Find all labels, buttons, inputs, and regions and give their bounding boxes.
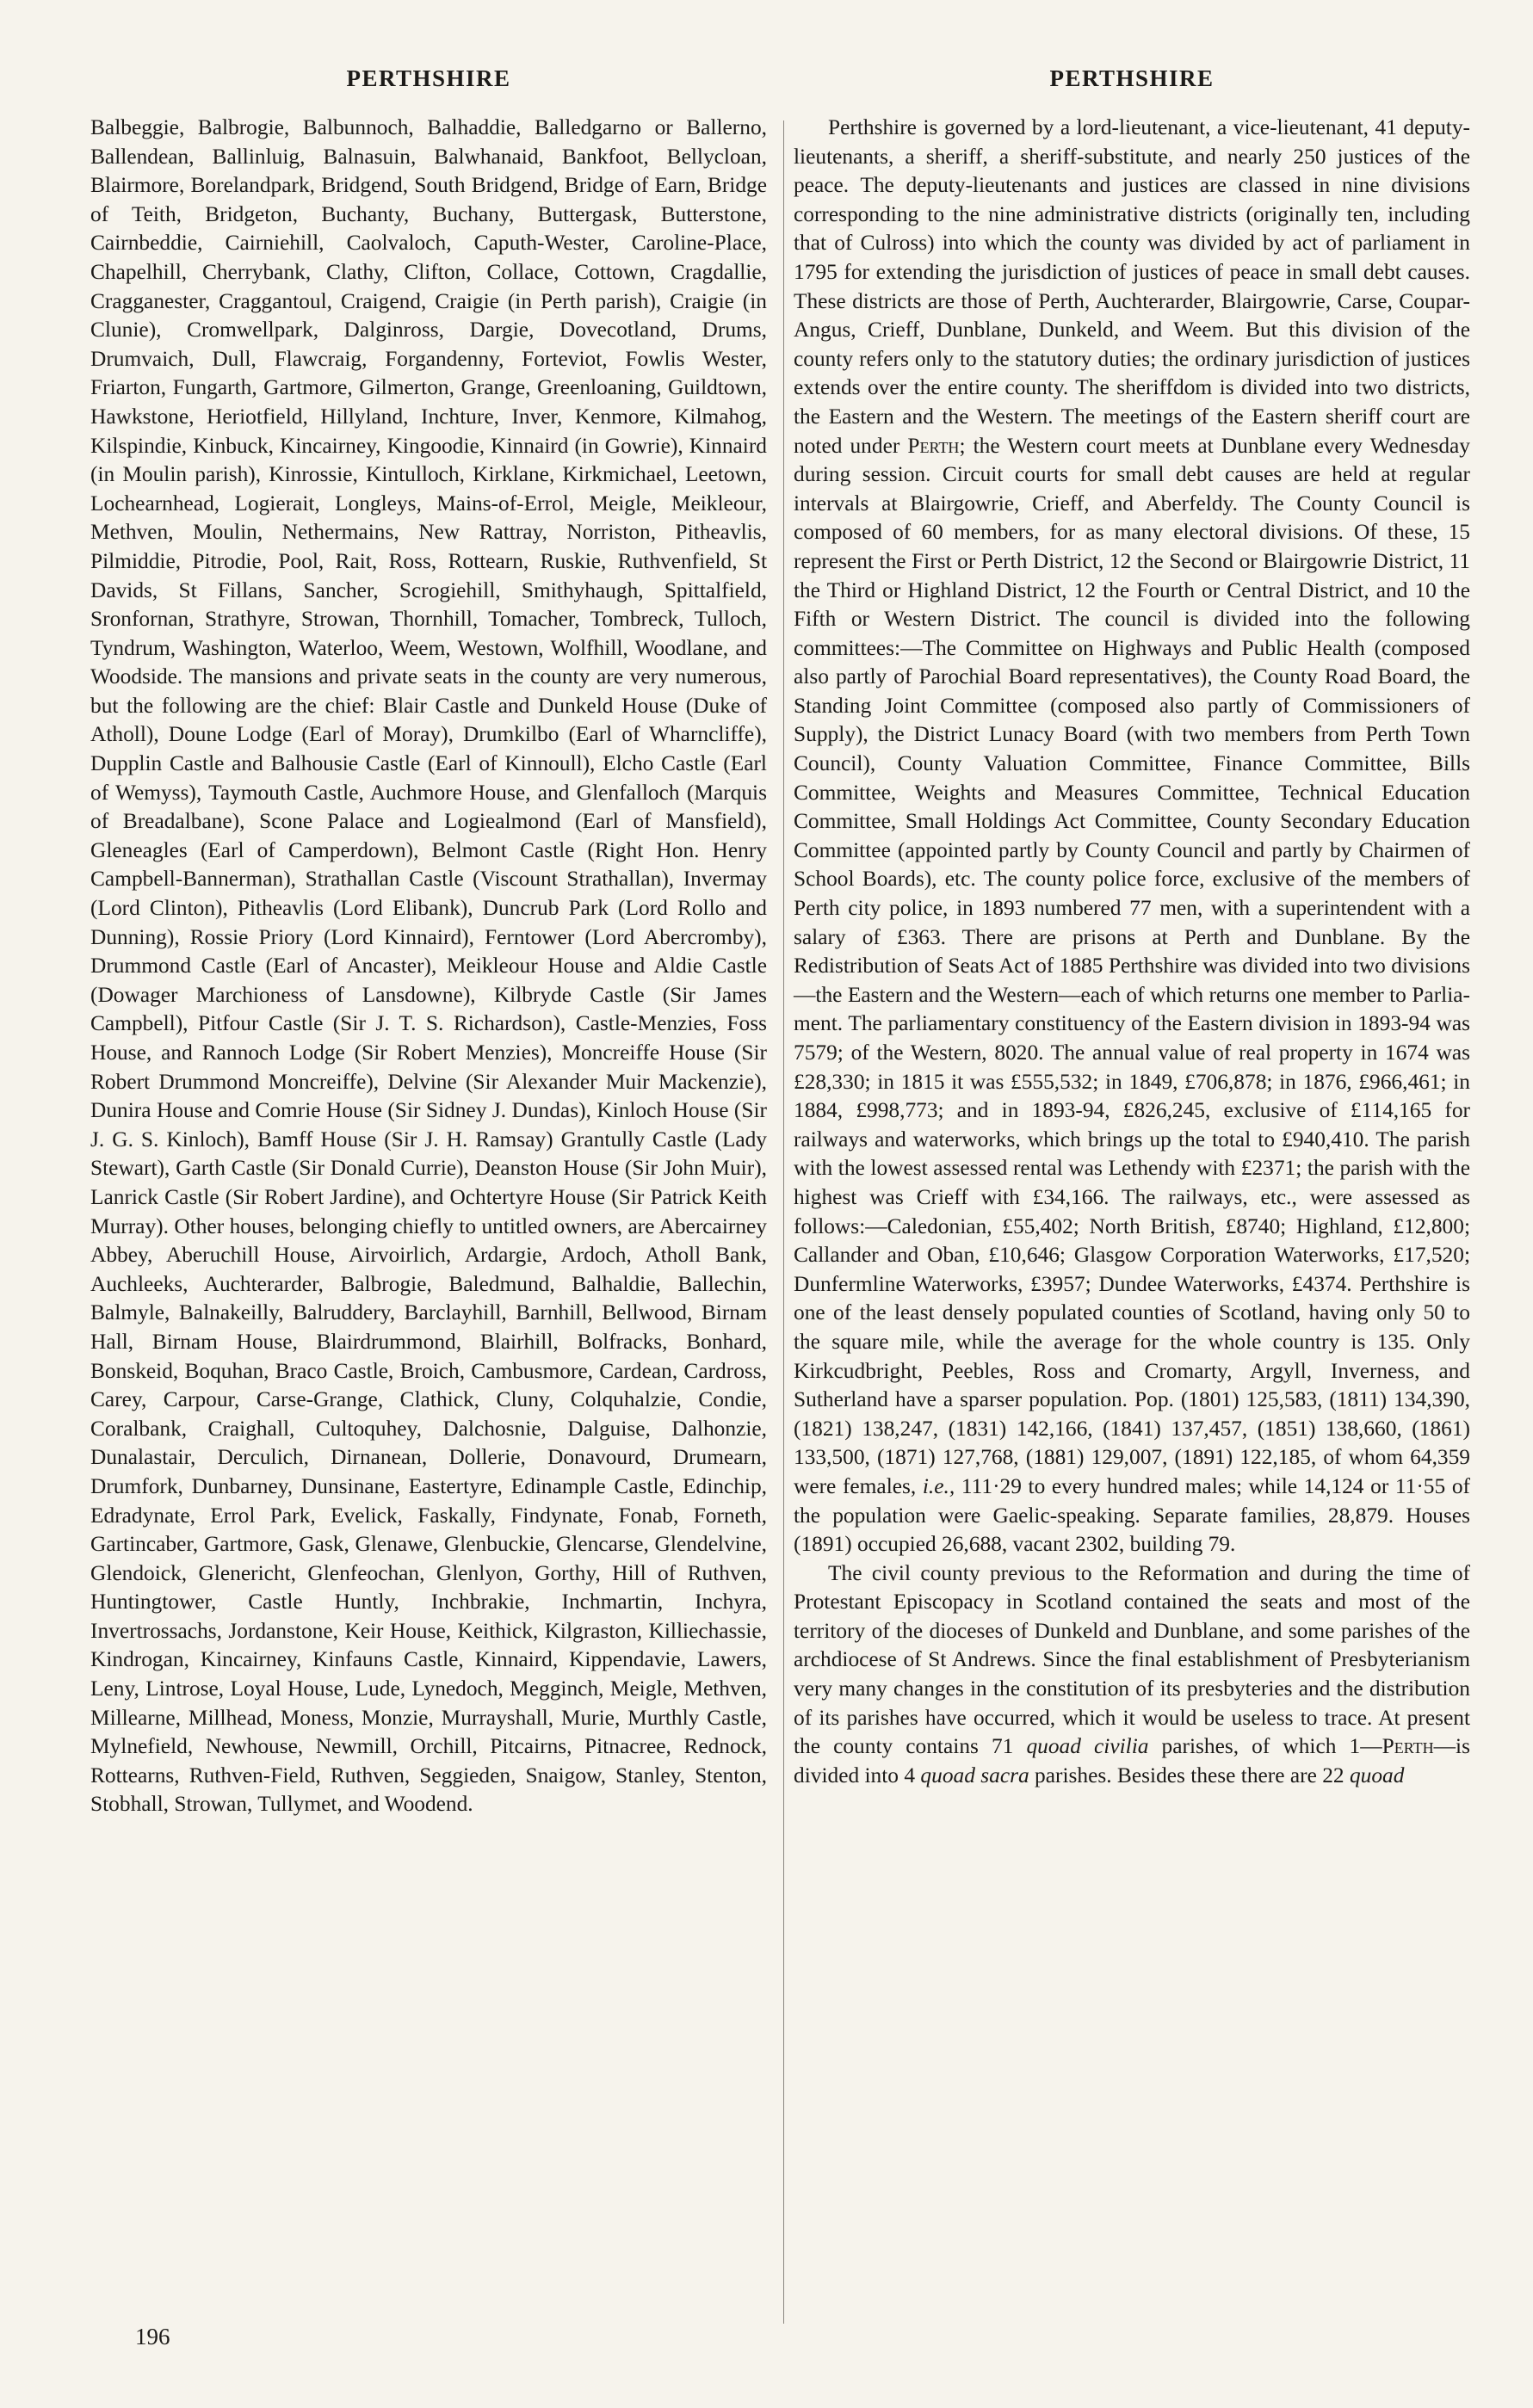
right-paragraph-1 [794,114,1470,1559]
right-p2c-text: —is divided into 4 [794,1734,1470,1787]
right-running-head: PERTHSHIRE [1049,65,1215,91]
perth-small-caps: Perth [907,433,960,458]
left-running-head: PERTHSHIRE [346,65,511,91]
right-p1c-text: 111·29 to every hundred males; while 14,124 or 11·55 of the population were Gaelic-speaking. Separate families, 28,879. Houses (1891) occupied 26,688, vacant 2302, building 79. [794,1473,1470,1557]
right-p1-text: Perthshire is governed by a lord-lieutenant, a vice-lieutenant, 41 deputy-lieutenants, a sheriff, a sheriff-substitute, and nearly 250 justices of the peace. The deputy-lieutenants and justices are classed in nine divisions corresponding to the nine administrative districts (originally ten, including that of Culross) into which the county was divided by act of parliament in 1795 for extending the jurisdiction of justices of peace in small debt causes. These districts are those of Perth, Auchterarder, Blairgowrie, Carse, Coupar-Angus, Crieff, Dunblane, Dunkeld, and Weem. But this division of the county refers only to the statutory duties; the ordinary jurisdiction of justices extends over the entire county. The sheriffdom is divided into two districts, the Eastern and the Western. The meetings of the Eastern sheriff court are noted under [794,115,1470,458]
page-number: 196 [135,2324,170,2349]
right-p2d-text: parishes. Besides these there are 22 [1035,1763,1344,1787]
quoad-sacra-italic: quoad sacra [920,1763,1029,1787]
column-divider [783,120,785,2324]
left-paragraph-1: Balbeggie, Balbrogie, Balbunnoch, Balhaddie, Balledgarno or Ballerno, Ballendean, Ballinluig, Balnasuin, Balwhanaid, Bankfoot, Bellycloan, Blairmore, Borelandpark, Bridgend, South Bridgend, Bridge of Earn, Bridge of Teith, Bridgeton, Buchanty, Buchany, Buttergask, Butterstone, Cairnbeddie, Cairniehill, Caolvaloch, Caputh-Wester, Caroline-Place, Chapelhill, Cherrybank, Clathy, Clifton, Collace, Cottown, Cragdallie, Cragganester, Craggantoul, Craigend, Craigie (in Perth parish), Craigie (in Clunie), Cromwellpark, Dalginross, Dargie, Dovecotland, Drums, Drumvaich, Dull, Flawcraig, Forgandenny, Forteviot, Fowlis Wester, Friarton, Fungarth, Gartmore, Gilmerton, Grange, Greenloaning, Guildtown, Hawkstone, Heriotfield, Hillyland, Inchture, Inver, Kenmore, Kilmahog, Kilspindie, Kinbuck, Kincairney, Kingoodie, Kinnaird (in Gowrie), Kinnaird (in Moulin parish), Kinrossie, Kintulloch, Kirklane, Kirkmichael, Leetown, Lochearnhead, Logierait, Longleys, Mains-of-Errol, Meigle, Meikleour, Methven, Moulin, Nethermains, New Rattray, Norriston, Pitheavlis, Pilmiddie, Pitrodie, Pool, Rait, Ross, Rottearn, Ruskie, Ruthvenfield, St Davids, St Fillans, Sancher, Scrogiehill, Smithyhaugh, Spittalfield, Sronfornan, Strathyre, Strowan, Thornhill, Tomacher, Tombreck, Tulloch, Tyndrum, Washington, Waterloo, Weem, Westown, Wolfhill, Woodlane, and Woodside. The mansions and private seats in the county are very numerous, but the following are the chief: Blair Castle and Dunkeld House (Duke of Atholl), Doune Lodge (Earl of Moray), Drumkilbo (Earl of Wharncliffe), Dupplin Castle and Balhousie Castle (Earl of Kinnoull), Elcho Castle (Earl of Wemyss), Taymouth Castle, Auchmore House, and Glenfalloch (Marquis of Breadalbane), Scone Palace and Logiealmond (Earl of Mansfield), Gleneagles (Earl of Camperdown), Belmont Castle (Right Hon. Henry Campbell-Bannerman), Strathallan Castle (Viscount Strathallan), Invermay (Lord Clinton), Pitheavlis (Lord Elibank), Duncrub Park (Lord Rollo and Dunning), Rossie Priory (Lord Kinnaird), Ferntower (Lord Abercromby), Drummond Castle (Earl of Ancaster), Meikleour House and Aldie Castle (Dowager Marchioness of Lansdowne), Kilbryde Castle (Sir James Campbell), Pitfour Castle (Sir J. T. S. Richardson), Castle-Menzies, Foss House, and Rannoch Lodge (Sir Robert Menzies), Moncreiffe House (Sir Robert Drummond Moncreiffe), Delvine (Sir Alexander Muir Mackenzie), Dunira House and Comrie House (Sir Sidney J. Dundas), Kinloch House (Sir J. G. S. Kinloch), Bamff House (Sir J. H. Ramsay) Grantully Castle (Lady Stewart), Garth Castle (Sir Donald Currie), Deanston House (Sir John Muir), Lanrick Castle (Sir Robert Jardine), and Ochtertyre House (Sir Patrick Keith Murray). Other houses, belonging chiefly to untitled owners, are Abercairney Abbey, Aberuchill House, Airvoirlich, Ardargie, Ardoch, Atholl Bank, Auchleeks, Auchterarder, Balbrogie, Baledmund, Balhaldie, Ballechin, Balmyle, Balnakeilly, Balruddery, Barclayhill, Barnhill, Bellwood, Birnam Hall, Birnam House, Blairdrummond, Blairhill, Bolfracks, Bonhard, Bonskeid, Boquhan, Braco Castle, Broich, Cambusmore, Cardean, Cardross, Carey, Carpour, Carse-Grange, Clathick, Cluny, Colquhalzie, Condie, Coralbank, Craighall, Cultoquhey, Dalchosnie, Dalguise, Dalhonzie, Dunalastair, Derculich, Dirnanean, Dollerie, Donavourd, Drumearn, Drumfork, Dunbarney, Dunsinane, Eastertyre, Edinample Castle, Edinchip, Edradynate, Errol Park, Evelick, Faskally, Findynate, Fonab, Forneth, Gartincaber, Gartmore, Gask, Glenawe, Glenbuckie, Glencarse, Glendelvine, Glendoick, Glenericht, Glenfeochan, Glenlyon, Gorthy, Hill of Ruthven, Huntingtower, Castle Huntly, Inchbrakie, Inchmartin, Inchyra, Invertrossachs, Jordanstone, Keir House, Keithick, Kilgraston, Killiechassie, Kindrogan, Kincairney, Kinfauns Castle, Kinnaird, Kippendavie, Lawers, Leny, Lintrose, Loyal House, Lude, Lynedoch, Megginch, Meigle, Methven, Millearne, Millhead, Moness, Monzie, Murrayshall, Murie, Murthly Castle, Mylnefield, Newhouse, Newmill, Orchill, Pitcairns, Pitnacree, Rednock, Rottearns, Ruthven-Field, Ruthven, Seggieden, Snaigow, Stanley, Stenton, Stobhall, Strowan, Tullymet, and Woodend. [90,115,767,1817]
right-p2a-text: The civil county previous to the Reformation and during the time of Protestant Episcopacy in Scotland contained the seats and most of the territory of the dioceses of Dunkeld and Dunblane, and some parishes of the archdiocese of St Andrews. Since the final establishment of Presbyterianism very many changes in the constitution of its presbyteries and the distribution of its parishes have occurred, which it would be useless to trace. At present the county contains 71 [794,1560,1470,1759]
left-column [90,114,767,1819]
quoad-civilia-italic: quoad civilia [1026,1734,1149,1759]
right-p2b-text: parishes, of which 1— [1161,1734,1382,1759]
quoad-italic: quoad [1349,1763,1405,1787]
perth-small-caps-2: Perth [1382,1734,1434,1759]
right-p1b-text: ; the Western court meets at Dunblane every Wednesday during session. Circuit courts for small debt causes are held at regular intervals at Blairgowrie, Crieff, and Aberfeldy. The County Council is composed of 60 members, for as many electoral divisions. Of these, 15 represent the First or Perth District, 12 the Second or Blairgowrie District, 11 the Third or Highland District, 12 the Fourth or Central District, and 10 the Fifth or Western District. The council is divided into the following committees:—The Committee on Highways and Public Health (composed also partly of Parochial Board representatives), the County Road Board, the Standing Joint Committee (composed also partly of Commissioners of Supply), the District Lunacy Board (with two members from Perth Town Council), County Valuation Committee, Finance Committee, Bills Committee, Weights and Measures Committee, Technical Education Committee, Small Holdings Act Committee, County Secondary Education Committee (appointed partly by County Council and partly by Chairmen of School Boards), etc. The county police force, exclusive of the members of Perth city police, in 1893 numbered 77 men, with a superintendent with a salary of £363. There are prisons at Perth and Dunblane. By the Redistribution of Seats Act of 1885 Perthshire was divided into two divisions—the Eastern and the Western—each of which returns one member to Parliament. The parliamentary constituency of the Eastern division in 1893-94 was 7579; of the Western, 8020. The annual value of real property in 1674 was £28,330; in 1815 it was £555,532; in 1849, £706,878; in 1876, £966,461; in 1884, £998,773; and in 1893-94, £826,245, exclusive of £114,165 for railways and waterworks, which brings up the total to £940,410. The parish with the lowest assessed rental was Lethendy with £2371; the parish with the highest was Crieff with £34,166. The railways, etc., were assessed as follows:—Caledonian, £55,402; North British, £8740; Highland, £12,800; Callander and Oban, £10,646; Glasgow Corporation Waterworks, £17,520; Dunfermline Waterworks, £3957; Dundee Waterworks, £4374. Perthshire is one of the least densely populated counties of Scotland, having only 50 to the square mile, while the average for the whole country is 135. Only Kirkcudbright, Peebles, Ross and Cromarty, Argyll, Inverness, and Sutherland have a sparser population. Pop. (1801) 125,583, (1811) 134,390, (1821) 138,247, (1831) 142,166, (1841) 137,457, (1851) 138,660, (1861) 133,500, (1871) 127,768, (1881) 129,007, (1891) 122,185, of whom 64,359 were females, [794,433,1470,1498]
right-paragraph-2 [794,1559,1470,1791]
ie-italic: i.e., [922,1473,955,1498]
right-column [794,114,1470,1790]
